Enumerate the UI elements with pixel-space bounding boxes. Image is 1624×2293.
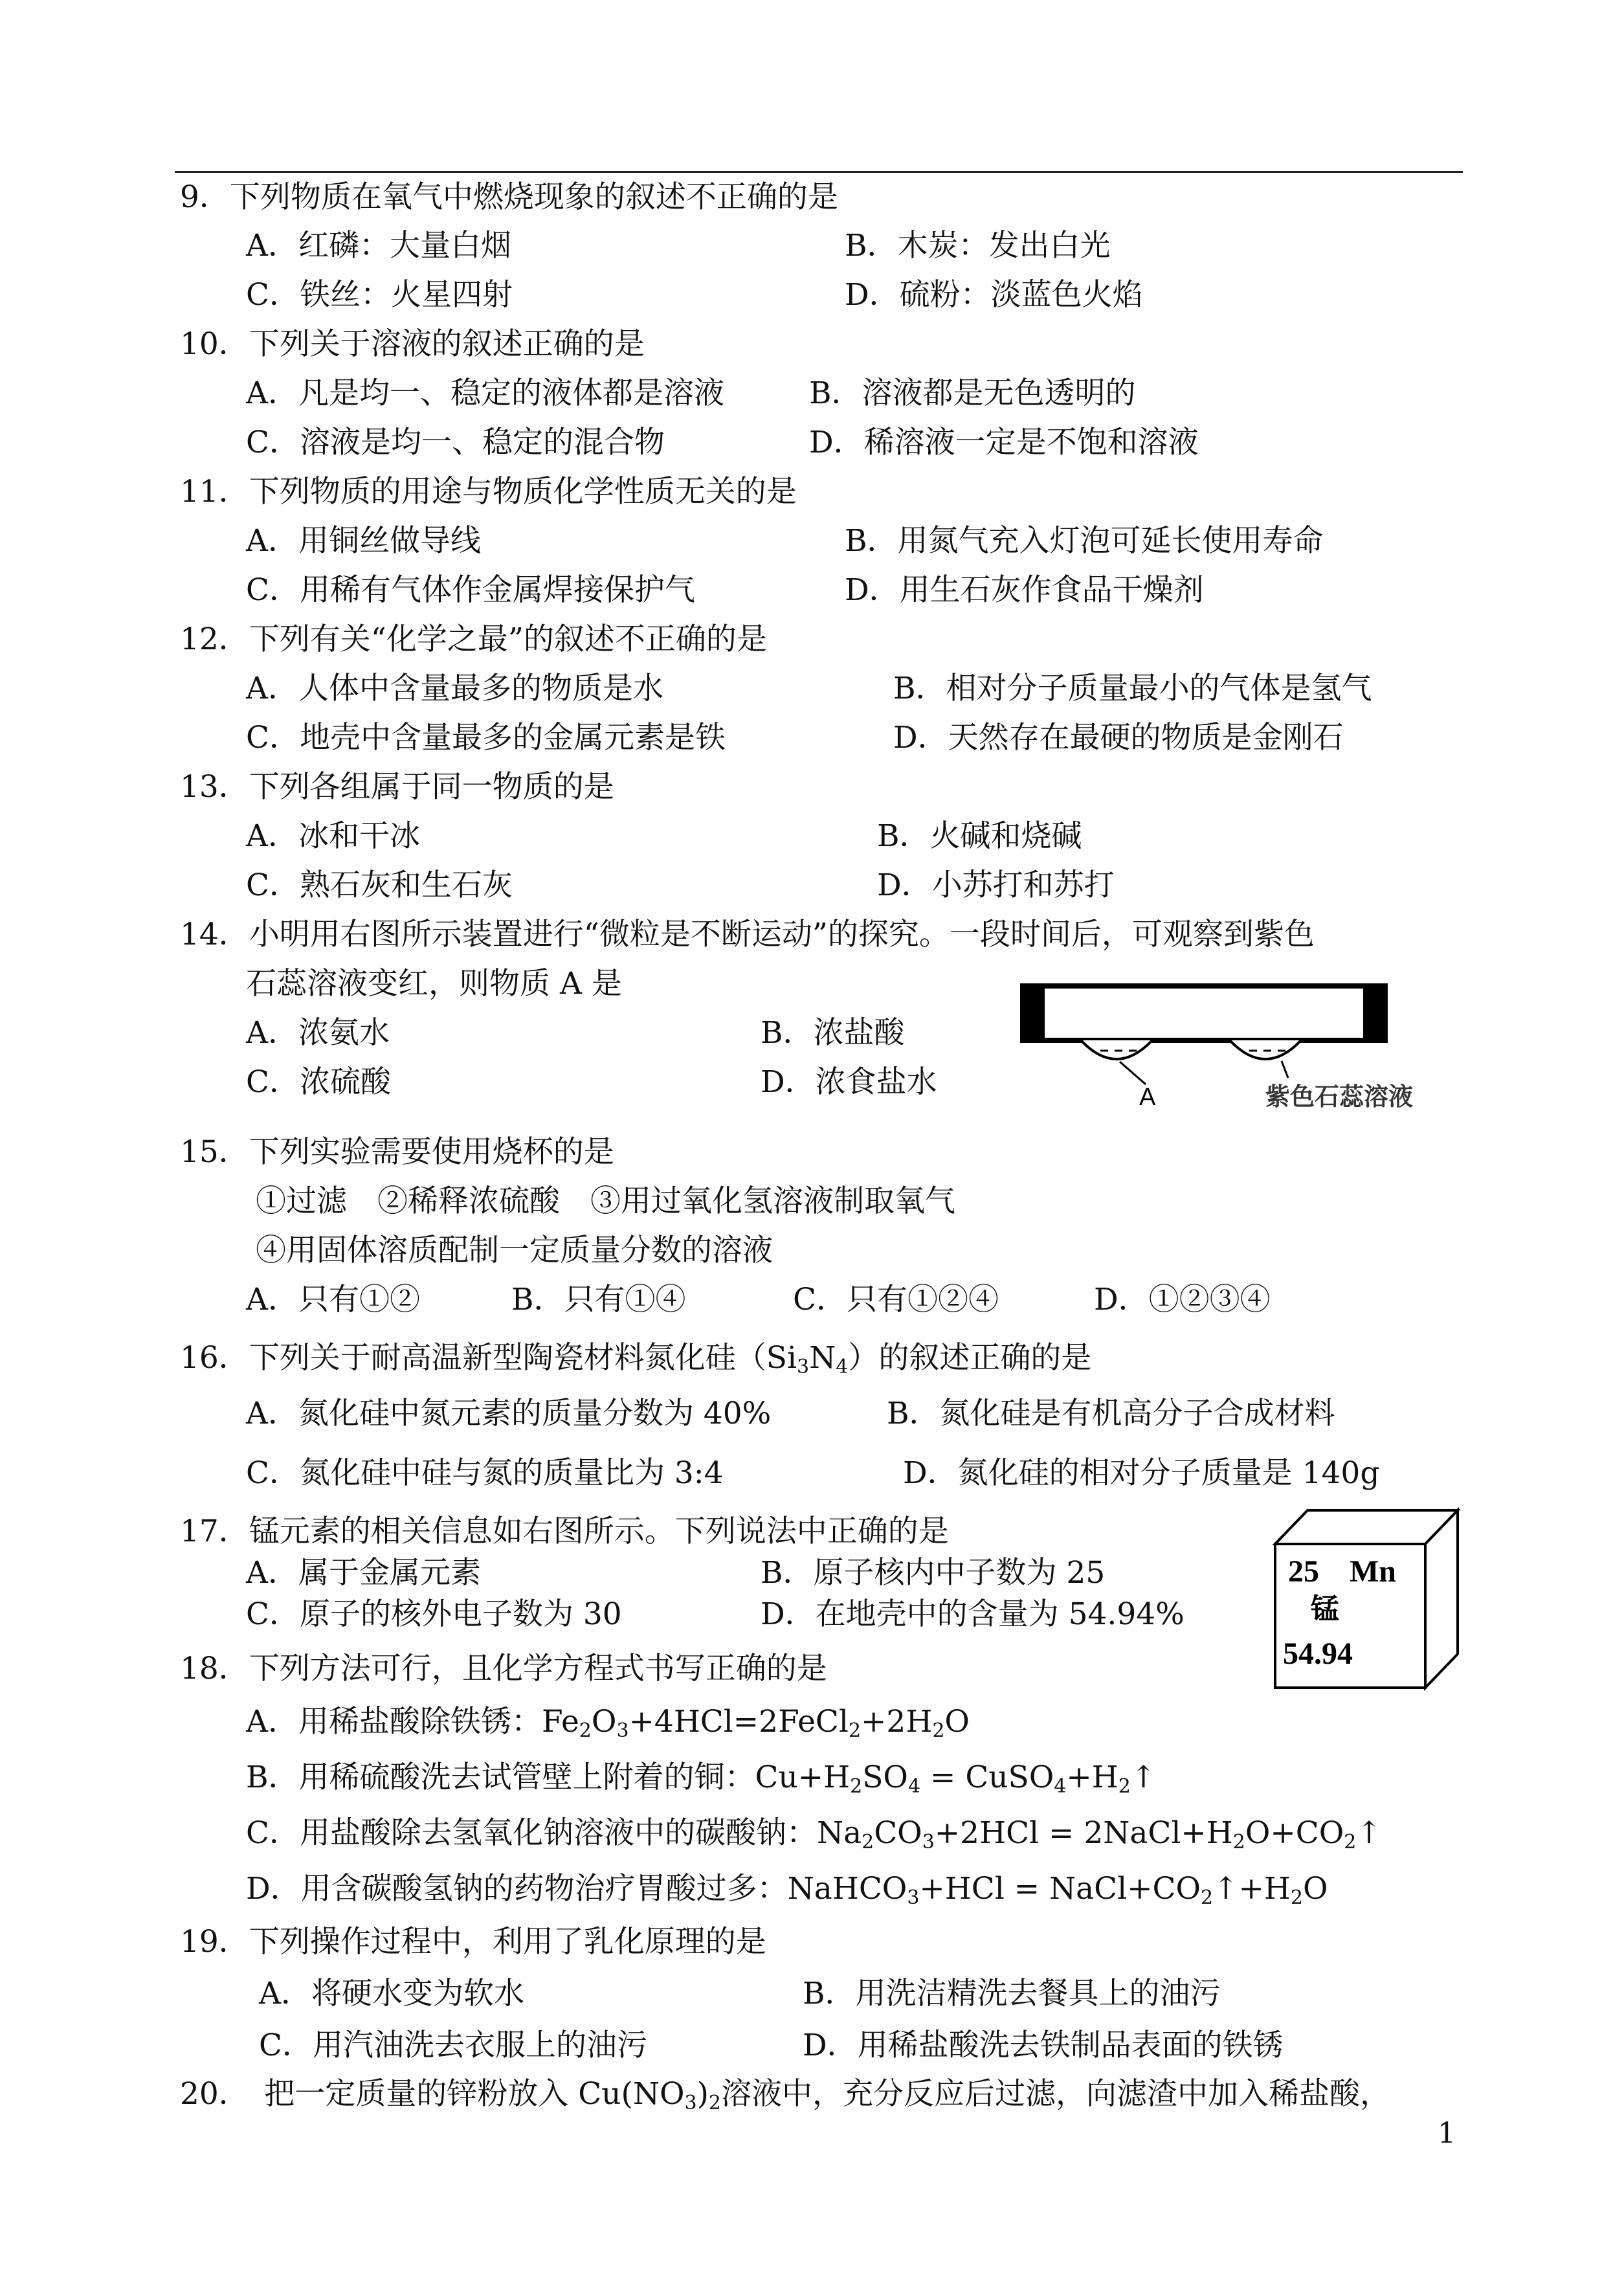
diffusion-apparatus-figure: [1016, 981, 1430, 1110]
q18-option-d: D．用含碳酸氢钠的药物治疗胃酸过多：NaHCO$_3$+HCl = $NaCl+CO_2↑+H_2O$: [246, 1871, 1328, 1909]
element-symbol: Mn: [1350, 1554, 1396, 1589]
q9-option-a: A．红磷：大量白烟: [246, 228, 511, 263]
q15-option-c: C．只有①②④: [793, 1282, 999, 1317]
q18-option-c: C．用盐酸除去氢氧化钠溶液中的碳酸钠：$Na_2CO_3+2HCl$ = $2NaCl+H_2O+CO_2↑$: [246, 1815, 1382, 1853]
question-16-stem: 16．下列关于耐高温新型陶瓷材料氮化硅$(Si_3N_4)$的叙述正确的是: [180, 1340, 1092, 1378]
q11-option-b: B．用氮气充入灯泡可延长使用寿命: [845, 523, 1324, 559]
q13-option-c: C．熟石灰和生石灰: [246, 867, 513, 903]
q19-option-b: B．用洗洁精洗去餐具上的油污: [803, 1976, 1221, 2011]
q18-option-a: A．用稀盐酸除铁锈：$Fe_2O_3+4HCl=2FeCl_2+2H_2O$: [246, 1704, 970, 1742]
manganese-element-cell: [1269, 1505, 1463, 1693]
q10-option-b: B．溶液都是无色透明的: [809, 375, 1136, 411]
question-17-stem: 17．锰元素的相关信息如右图所示。下列说法中正确的是: [180, 1514, 949, 1549]
atomic-mass: 54.94: [1283, 1637, 1353, 1671]
q14-option-c: C．浓硫酸: [246, 1064, 391, 1100]
question-9-stem: 9．下列物质在氧气中燃烧现象的叙述不正确的是: [180, 179, 838, 215]
q16-option-a: A．氮化硅中氮元素的质量分数为 40%: [246, 1396, 772, 1431]
q12-option-a: A．人体中含量最多的物质是水: [246, 671, 663, 706]
q15-items-line-2: ④用固体溶质配制一定质量分数的溶液: [256, 1233, 773, 1268]
q17-option-c: C．原子的核外电子数为 30: [246, 1596, 622, 1632]
question-19-stem: 19．下列操作过程中，利用了乳化原理的是: [180, 1924, 766, 1960]
q12-option-d: D．天然存在最硬的物质是金刚石: [893, 720, 1344, 755]
question-11-stem: 11．下列物质的用途与物质化学性质无关的是: [180, 474, 797, 509]
question-13-stem: 13．下列各组属于同一物质的是: [180, 769, 614, 805]
q19-option-c: C．用汽油洗去衣服上的油污: [259, 2028, 647, 2063]
q10-option-c: C．溶液是均一、稳定的混合物: [246, 425, 665, 460]
q18-option-b: B．用稀硫酸洗去试管壁上附着的铜：$Cu+H_2SO_4$ = $CuSO_4+H_2↑$: [246, 1760, 1157, 1798]
question-14-stem-cont: 石蕊溶液变红，则物质 A 是: [246, 966, 622, 1001]
q10-option-a: A．凡是均一、稳定的液体都是溶液: [246, 375, 724, 411]
question-12-stem: 12．下列有关“化学之最”的叙述不正确的是: [180, 621, 767, 657]
q16-option-d: D．氮化硅的相对分子质量是 140g: [903, 1455, 1380, 1491]
label-litmus-solution: 紫色石蕊溶液: [1265, 1082, 1414, 1110]
q15-option-d: D．①②③④: [1094, 1282, 1271, 1317]
q9-option-d: D．硫粉：淡蓝色火焰: [845, 277, 1143, 313]
q9-option-b: B．木炭：发出白光: [845, 228, 1111, 263]
q14-option-a: A．浓氨水: [246, 1015, 390, 1051]
q11-option-c: C．用稀有气体作金属焊接保护气: [246, 572, 695, 608]
q11-option-a: A．用铜丝做导线: [246, 523, 481, 559]
right-stopper: [1363, 986, 1385, 1040]
question-15-stem: 15．下列实验需要使用烧杯的是: [180, 1134, 614, 1170]
q12-option-b: B．相对分子质量最小的气体是氢气: [893, 671, 1372, 706]
q13-option-a: A．冰和干冰: [246, 818, 420, 854]
q14-option-d: D．浓食盐水: [761, 1064, 937, 1100]
question-20-stem: 20． 把一定质量的锌粉放入 $Cu(NO_3)_2$溶液中，充分反应后过滤，向滤渣中加入稀盐酸，: [180, 2076, 1391, 2114]
q16-option-c: C．氮化硅中硅与氮的质量比为 3:4: [246, 1455, 724, 1491]
question-18-stem: 18．下列方法可行，且化学方程式书写正确的是: [180, 1651, 827, 1686]
q19-option-d: D．用稀盐酸洗去铁制品表面的铁锈: [803, 2028, 1284, 2063]
page-number: 1: [1438, 2117, 1456, 2150]
q11-option-d: D．用生石灰作食品干燥剂: [845, 572, 1204, 608]
q17-option-d: D．在地壳中的含量为 54.94%: [761, 1596, 1185, 1632]
element-name: 锰: [1311, 1593, 1339, 1626]
q13-option-d: D．小苏打和苏打: [877, 867, 1115, 903]
q9-option-c: C．铁丝：火星四射: [246, 277, 513, 313]
q14-option-b: B．浓盐酸: [761, 1015, 905, 1051]
q12-option-c: C．地壳中含量最多的金属元素是铁: [246, 720, 726, 755]
label-litmus-pointer: [1282, 1061, 1288, 1078]
atomic-number: 25: [1288, 1554, 1319, 1589]
q10-option-d: D．稀溶液一定是不饱和溶液: [809, 425, 1199, 460]
q15-option-a: A．只有①②: [246, 1282, 420, 1317]
question-10-stem: 10．下列关于溶液的叙述正确的是: [180, 326, 645, 362]
glass-tube: [1023, 986, 1385, 1040]
question-14-stem: 14．小明用右图所示装置进行“微粒是不断运动”的探究。一段时间后，可观察到紫色: [180, 917, 1315, 952]
label-a: A: [1139, 1084, 1156, 1110]
q15-items-line-1: ①过滤 ②稀释浓硫酸 ③用过氧化氢溶液制取氧气: [256, 1183, 955, 1219]
q17-option-b: B．原子核内中子数为 25: [761, 1555, 1106, 1591]
q16-option-b: B．氮化硅是有机高分子合成材料: [887, 1396, 1335, 1431]
q19-option-a: A．将硬水变为软水: [259, 1976, 524, 2011]
header-rule: [175, 171, 1463, 173]
left-stopper: [1023, 986, 1045, 1040]
q15-option-b: B．只有①④: [511, 1282, 686, 1317]
q17-option-a: A．属于金属元素: [246, 1555, 481, 1591]
q13-option-b: B．火碱和烧碱: [877, 818, 1082, 854]
label-a-pointer: [1120, 1062, 1146, 1084]
